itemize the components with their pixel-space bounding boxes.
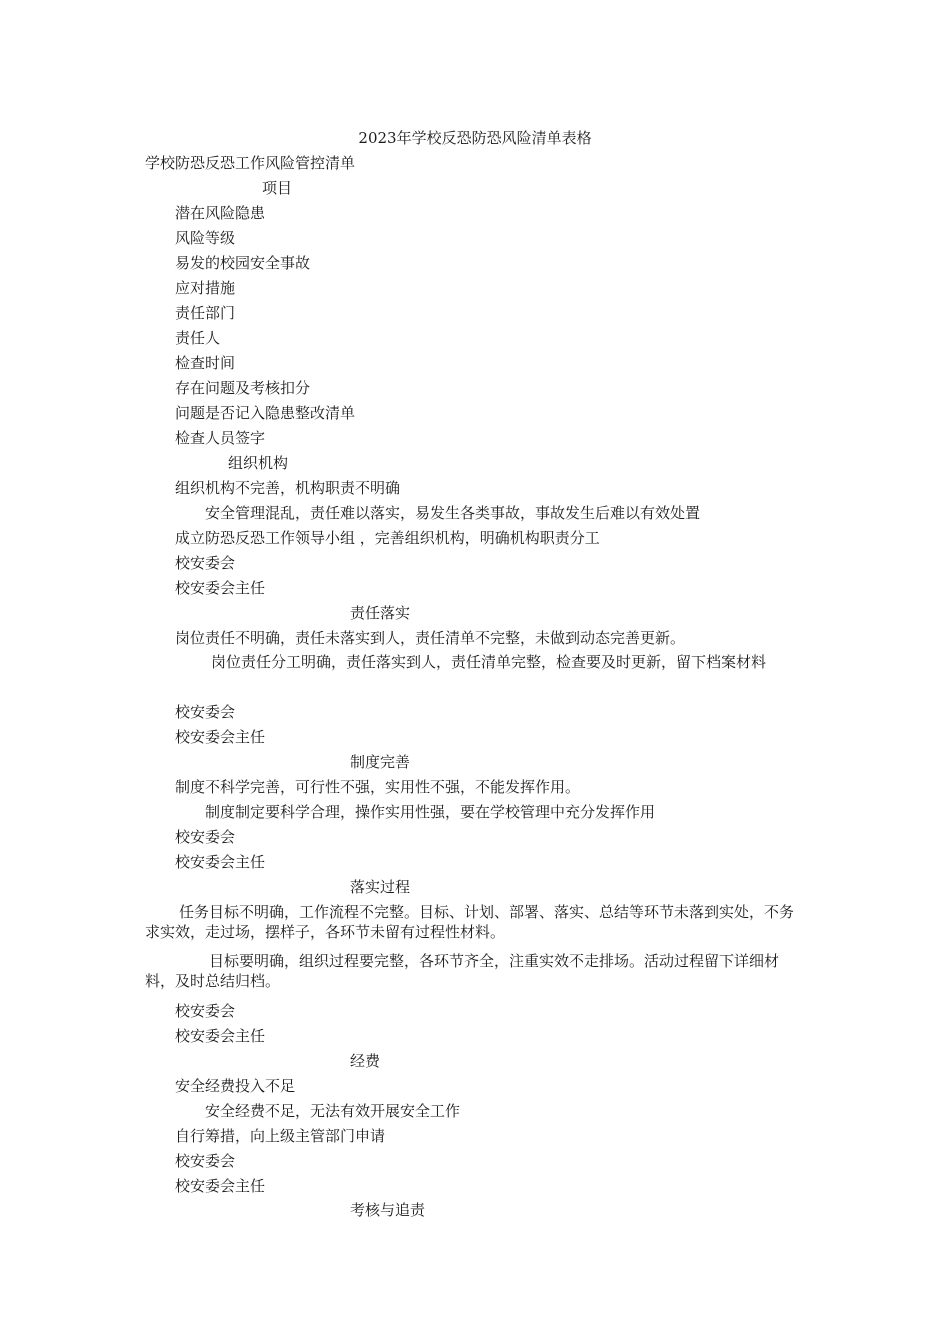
section-title: 经费 [350, 1052, 381, 1070]
column-header: 潜在风险隐患 [175, 204, 266, 222]
responsible-person: 校安委会主任 [175, 728, 266, 746]
accident-text: 安全管理混乱，责任难以落实，易发生各类事故，事故发生后难以有效处置 [205, 504, 701, 522]
risk-text: 制度不科学完善，可行性不强，实用性不强，不能发挥作用。 [175, 778, 581, 796]
column-header: 责任部门 [175, 304, 236, 322]
responsible-dept: 校安委会 [175, 828, 236, 846]
responsible-dept: 校安委会 [175, 703, 236, 721]
measure-text: 岗位责任分工明确，责任落实到人，责任清单完整，检查要及时更新，留下档案材料 [211, 653, 767, 671]
measure-text: 成立防恐反恐工作领导小组 ，完善组织机构，明确机构职责分工 [175, 529, 600, 547]
responsible-dept: 校安委会 [175, 554, 236, 572]
column-header: 易发的校园安全事故 [175, 254, 311, 272]
responsible-person: 校安委会主任 [175, 853, 266, 871]
column-header: 责任人 [175, 329, 221, 347]
risk-text: 安全经费投入不足 [175, 1077, 296, 1095]
document-title: 2023年学校反恐防恐风险清单表格 [358, 129, 592, 147]
section-title: 责任落实 [350, 604, 411, 622]
section-title: 组织机构 [228, 454, 289, 472]
accident-text: 安全经费不足，无法有效开展安全工作 [205, 1102, 461, 1120]
table-title: 学校防恐反恐工作风险管控清单 [145, 154, 356, 172]
measure-text: 制度制定要科学合理，操作实用性强，要在学校管理中充分发挥作用 [205, 803, 656, 821]
section-title: 制度完善 [350, 753, 411, 771]
responsible-dept: 校安委会 [175, 1152, 236, 1170]
risk-text: 组织机构不完善，机构职责不明确 [175, 479, 401, 497]
measure-text: 自行筹措，向上级主管部门申请 [175, 1127, 386, 1145]
risk-text: 任务目标不明确，工作流程不完整。目标、计划、部署、落实、总结等环节未落到实处，不务求实效，走过场，摆样子，各环节未留有过程性材料。 [145, 903, 795, 941]
header-item: 项目 [262, 179, 293, 197]
measure-text: 目标要明确，组织过程要完整，各环节齐全，注重实效不走排场。活动过程留下详细材料，及时总结归档。 [145, 952, 780, 990]
responsible-person: 校安委会主任 [175, 579, 266, 597]
responsible-dept: 校安委会 [175, 1002, 236, 1020]
section-title: 落实过程 [350, 878, 411, 896]
risk-text: 岗位责任不明确，责任未落实到人，责任清单不完整，未做到动态完善更新。 [175, 629, 686, 647]
column-header: 问题是否记入隐患整改清单 [175, 404, 356, 422]
column-header: 检查时间 [175, 354, 236, 372]
column-header: 风险等级 [175, 229, 236, 247]
responsible-person: 校安委会主任 [175, 1027, 266, 1045]
column-header: 检查人员签字 [175, 429, 266, 447]
section-title: 考核与追责 [350, 1201, 426, 1219]
column-header: 存在问题及考核扣分 [175, 379, 311, 397]
responsible-person: 校安委会主任 [175, 1177, 266, 1195]
column-header: 应对措施 [175, 279, 236, 297]
